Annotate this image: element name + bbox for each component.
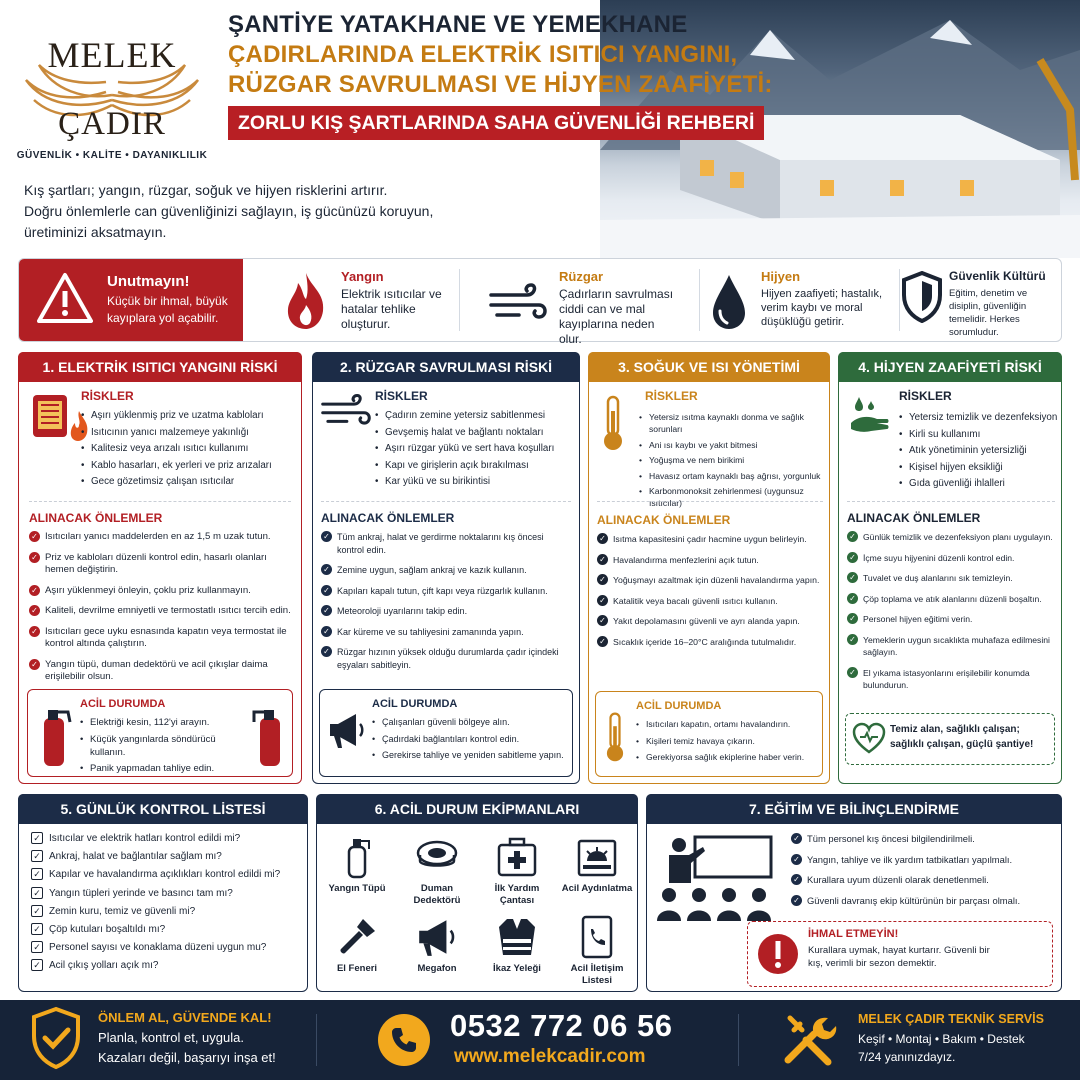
emergency-label: ACİL DURUMDA (636, 700, 722, 712)
header (0, 0, 1080, 258)
check-icon: ✓ (321, 585, 332, 596)
list-item: ✓ El yıkama istasyonlarını erişilebilir konumda bulundurun. (847, 667, 1057, 692)
divider (29, 501, 291, 502)
check-icon: ✓ (597, 554, 608, 565)
tools-icon (780, 1010, 838, 1068)
hygiene-slogan-box (845, 713, 1055, 765)
list-item: • Yetersiz ısıtma kaynaklı donma ve sağlık sorunları (639, 411, 827, 435)
wind-text: Çadırların savrulması ciddi can ve mal kayıplarına neden olur. (559, 287, 674, 346)
checkbox-checked-icon[interactable]: ✓ (31, 832, 43, 844)
panel-title: 2. RÜZGAR SAVRULMASI RİSKİ (312, 352, 580, 382)
alert-text: Kurallara uymak, hayat kurtarır. Güvenli bir kış, verimli bir sezon demektir. (808, 945, 990, 969)
culture-feature (901, 267, 1061, 338)
warning-text: Küçük bir ihmal, büyük kayıplara yol açabilir. (107, 294, 228, 325)
checkbox-checked-icon[interactable]: ✓ (31, 850, 43, 862)
risks-label: RİSKLER (375, 389, 428, 403)
checklist-item[interactable]: ✓ Kapılar ve havalandırma açıklıkları kontrol edildi mi? (31, 869, 303, 881)
hand-wash-icon (847, 393, 891, 437)
measures-list (321, 531, 573, 679)
emergency-box (27, 689, 293, 777)
thermometer-icon (602, 710, 628, 764)
alert-title: İHMAL ETMEYİN! (808, 928, 899, 940)
flame-icon (283, 271, 329, 331)
equipment-first-aid-kit: İlk Yardım Çantası (477, 835, 557, 907)
wind-icon (489, 283, 547, 323)
checklist-item[interactable]: ✓ Ankraj, halat ve bağlantılar sağlam mı? (31, 851, 303, 863)
list-item: • Aşırı yüklenmiş priz ve uzatma kabloları (81, 409, 295, 422)
list-item: • Gerekiyorsa sağlık ekiplerine haber verin. (636, 751, 820, 764)
footer-slogan-title: ÖNLEM AL, GÜVENDE KAL! (98, 1010, 272, 1025)
panel-title: 6. ACİL DURUM EKİPMANLARI (316, 794, 638, 824)
hygiene-slogan: Temiz alan, sağlıklı çalışan; sağlıklı çalışan, güçlü şantiye! (890, 724, 1034, 750)
warning-title: Unutmayın! (107, 273, 190, 290)
measures-list (29, 531, 293, 692)
checkbox-checked-icon[interactable]: ✓ (31, 905, 43, 917)
thermometer-icon (599, 393, 627, 453)
check-icon: ✓ (847, 593, 858, 604)
check-icon: ✓ (597, 636, 608, 647)
megaphone-icon (326, 710, 368, 750)
panel-title: 5. GÜNLÜK KONTROL LİSTESİ (18, 794, 308, 824)
list-item: ✓ Günlük temizlik ve dezenfeksiyon planı uygulayın. (847, 531, 1057, 544)
check-icon: ✓ (29, 585, 40, 596)
hygiene-title: Hijyen (761, 269, 801, 284)
intro-line3: üretiminizi aksatmayın. (24, 224, 167, 240)
risks-list (81, 409, 295, 492)
risks-label: RİSKLER (645, 389, 698, 403)
list-item: ✓ Kaliteli, devrilme emniyetli ve termostatlı ısıtıcı tercih edin. (29, 605, 293, 618)
wind-icon (321, 391, 371, 431)
risks-list (639, 411, 827, 513)
measures-label: ALINACAK ÖNLEMLER (847, 511, 981, 525)
panel-title: 7. EĞİTİM VE BİLİNÇLENDİRME (646, 794, 1062, 824)
list-item: ✓ Tuvalet ve duş alanlarını sık temizleyin. (847, 572, 1057, 585)
divider (597, 501, 823, 502)
list-item: • Panik yapmadan tahliye edin. (80, 762, 250, 775)
emergency-list (80, 716, 250, 779)
divider (847, 501, 1055, 502)
list-item: ✓ Kurallara uyum düzenli olarak denetlenmeli. (791, 874, 1053, 887)
check-icon: ✓ (321, 605, 332, 616)
safety-vest-icon (495, 915, 539, 959)
list-item: • Karbonmonoksit zehirlenmesi (uygunsuz ısıtıcılar) (639, 485, 827, 509)
wind-title: Rüzgar (559, 269, 604, 284)
check-icon: ✓ (29, 531, 40, 542)
list-item: ✓ Sıcaklık içeride 16–20°C aralığında tutulmalıdır. (597, 636, 825, 649)
list-item: • Isıtıcıları kapatın, ortamı havalandırın. (636, 718, 820, 731)
check-icon: ✓ (597, 574, 608, 585)
phone-number[interactable]: 0532 772 06 56 (450, 1008, 673, 1043)
list-item: • Ani ısı kaybı ve yakıt bitmesi (639, 439, 827, 451)
flashlight-icon (335, 915, 379, 959)
check-icon: ✓ (847, 531, 858, 542)
panel-daily-checklist (18, 794, 308, 992)
list-item: • Gıda güvenliği ihlalleri (899, 477, 1059, 490)
divider (321, 501, 571, 502)
divider (738, 1014, 739, 1066)
hygiene-text: Hijyen zaafiyeti; hastalık, verim kaybı ve moral düşüklüğü getirir. (761, 288, 883, 328)
list-item: ✓ Aşırı yüklenmeyi önleyin, çoklu priz kullanmayın. (29, 585, 293, 598)
list-item: ✓ Yemeklerin uygun sıcaklıkta muhafaza edilmesini sağlayın. (847, 634, 1057, 659)
heart-health-icon (852, 722, 886, 756)
phone-icon (390, 1026, 418, 1054)
list-item: • Kablo hasarları, ek yerleri ve priz arızaları (81, 459, 295, 472)
checklist-item[interactable]: ✓ Personel sayısı ve konaklama düzeni uygun mu? (31, 942, 303, 954)
measures-label: ALINACAK ÖNLEMLER (321, 511, 455, 525)
megaphone-icon (415, 915, 459, 959)
checklist-item[interactable]: ✓ Zemin kuru, temiz ve güvenli mi? (31, 906, 303, 918)
list-item: • Çadırdaki bağlantıları kontrol edin. (372, 733, 570, 746)
list-item: • Gece gözetimsiz çalışan ısıtıcılar (81, 475, 295, 488)
page-title (228, 10, 788, 140)
footer-slogan-line1: Planla, kontrol et, uygula. (98, 1030, 244, 1045)
first-aid-kit-icon (495, 835, 539, 879)
risks-list (375, 409, 575, 492)
wind-feature (489, 267, 689, 346)
fire-title: Yangın (341, 269, 384, 284)
brand-name-line1: MELEK (47, 35, 177, 75)
list-item: ✓ Kar küreme ve su tahliyesini zamanında yapın. (321, 626, 573, 639)
check-icon: ✓ (29, 659, 40, 670)
smoke-detector-icon (415, 835, 459, 879)
footer-slogan-line2: Kazaları değil, başarıyı inşa et! (98, 1050, 276, 1065)
phone-button[interactable] (378, 1014, 430, 1066)
check-icon: ✓ (321, 646, 332, 657)
equipment-contact-list: Acil İletişim Listesi (557, 915, 637, 987)
check-icon: ✓ (321, 564, 332, 575)
panel-wind (312, 352, 580, 784)
check-icon: ✓ (791, 895, 802, 906)
title-line1: ŞANTİYE YATAKHANE VE YEMEKHANE (228, 11, 688, 38)
fire-text: Elektrik ısıtıcılar ve hatalar tehlike oluşturur. (341, 287, 442, 331)
list-item: • Elektriği kesin, 112'yi arayın. (80, 716, 250, 729)
list-item: • Yoğuşma ve nem birikimi (639, 454, 827, 466)
list-item: ✓ Yangın, tahliye ve ilk yardım tatbikatları yapılmalı. (791, 854, 1053, 867)
panel-title: 4. HİJYEN ZAAFİYETİ RİSKİ (838, 352, 1062, 382)
service-title: MELEK ÇADIR TEKNİK SERVİS (858, 1012, 1044, 1026)
fire-extinguisher-icon (342, 835, 372, 879)
list-item: • Havasız ortam kaynaklı baş ağrısı, yorgunluk (639, 470, 827, 482)
warning-triangle-icon (37, 271, 93, 327)
equipment-megaphone: Megafon (397, 915, 477, 975)
list-item: ✓ Yoğuşmayı azaltmak için düzenli havalandırma yapın. (597, 574, 825, 587)
footer (0, 1000, 1080, 1080)
brand-logo (14, 10, 210, 166)
panel-hygiene (838, 352, 1062, 784)
emergency-light-icon (575, 835, 619, 879)
title-line2: ÇADIRLARINDA ELEKTRİK ISITICI YANGINI, (228, 41, 738, 68)
intro-text (24, 180, 584, 243)
checkbox-checked-icon[interactable]: ✓ (31, 868, 43, 880)
check-icon: ✓ (29, 605, 40, 616)
measures-list (597, 533, 825, 656)
panel-title: 3. SOĞUK VE ISI YÖNETİMİ (588, 352, 830, 382)
check-icon: ✓ (791, 833, 802, 844)
list-item: ✓ Havalandırma menfezlerini açık tutun. (597, 554, 825, 567)
check-icon: ✓ (847, 667, 858, 678)
alert-box (747, 921, 1053, 987)
list-item: • Küçük yangınlarda söndürücü kullanın. (80, 733, 250, 759)
fire-extinguisher-icon (36, 702, 72, 768)
check-icon: ✓ (847, 634, 858, 645)
divider (459, 269, 460, 331)
checklist-item[interactable]: ✓ Isıtıcılar ve elektrik hatları kontrol edildi mi? (31, 833, 303, 845)
website-link[interactable]: www.melekcadir.com (454, 1046, 646, 1067)
equipment-emergency-light: Acil Aydınlatma (557, 835, 637, 895)
check-icon: ✓ (321, 531, 332, 542)
service-line1: Keşif • Montaj • Bakım • Destek (858, 1032, 1025, 1046)
equipment-flashlight: El Feneri (317, 915, 397, 975)
panel-emergency-equipment (316, 794, 638, 992)
water-drop-icon (709, 271, 749, 331)
list-item: ✓ Isıtıcıları yanıcı maddelerden en az 1,5 m uzak tutun. (29, 531, 293, 544)
panel-title: 1. ELEKTRİK ISITICI YANGINI RİSKİ (18, 352, 302, 382)
list-item: ✓ Tüm ankraj, halat ve gerdirme noktalarını kış öncesi kontrol edin. (321, 531, 573, 556)
emergency-list (636, 718, 820, 768)
panel-cold (588, 352, 830, 784)
list-item: • Yetersiz temizlik ve dezenfeksiyon (899, 411, 1059, 424)
list-item: ✓ Priz ve kabloları düzenli kontrol edin, hasarlı olanları hemen değiştirin. (29, 552, 293, 577)
emergency-label: ACİL DURUMDA (372, 698, 458, 710)
checklist (31, 833, 303, 979)
check-icon: ✓ (847, 572, 858, 583)
list-item: • Kalitesiz veya arızalı ısıtıcı kullanımı (81, 442, 295, 455)
culture-text: Eğitim, denetim ve disiplin, güvenliğin temelidir. Herkes sorumludur. (949, 288, 1028, 338)
list-item: ✓ Isıtma kapasitesini çadır hacmine uygun belirleyin. (597, 533, 825, 546)
emergency-box (595, 691, 823, 777)
list-item: • Gevşemiş halat ve bağlantı noktaları (375, 426, 575, 439)
list-item: ✓ Yakıt depolamasını güvenli ve ayrı alanda yapın. (597, 615, 825, 628)
list-item: ✓ Personel hijyen eğitimi verin. (847, 613, 1057, 626)
warning-box (19, 259, 243, 341)
training-list (791, 833, 1053, 915)
panel-training (646, 794, 1062, 992)
check-icon: ✓ (847, 613, 858, 624)
list-item: • Aşırı rüzgar yükü ve sert hava koşulları (375, 442, 575, 455)
divider (316, 1014, 317, 1066)
check-icon: ✓ (321, 626, 332, 637)
phone-list-icon (575, 915, 619, 959)
list-item: ✓ Meteoroloji uyarılarını takip edin. (321, 605, 573, 618)
risks-list (899, 411, 1059, 494)
list-item: ✓ Zemine uygun, sağlam ankraj ve kazık kullanın. (321, 564, 573, 577)
risks-label: RİSKLER (81, 389, 134, 403)
check-icon: ✓ (29, 552, 40, 563)
fire-feature (283, 267, 463, 335)
subtitle-banner: ZORLU KIŞ ŞARTLARINDA SAHA GÜVENLİĞİ REHBERİ (228, 106, 764, 140)
checkbox-checked-icon[interactable]: ✓ (31, 959, 43, 971)
list-item: ✓ Kapıları kapalı tutun, çift kapı veya rüzgarlık kullanın. (321, 585, 573, 598)
measures-label: ALINACAK ÖNLEMLER (597, 513, 731, 527)
list-item: ✓ Tüm personel kış öncesi bilgilendirilmeli. (791, 833, 1053, 846)
emergency-list (372, 716, 570, 766)
shield-icon (901, 271, 943, 323)
list-item: • Kişileri temiz havaya çıkarın. (636, 735, 820, 748)
intro-line2: Doğru önlemlerle can güvenliğinizi sağlayın, iş gücünüzü koruyun, (24, 203, 434, 219)
list-item: ✓ Yangın tüpü, duman dedektörü ve acil çıkışlar daima erişilebilir olsun. (29, 659, 293, 684)
intro-line1: Kış şartları; yangın, rüzgar, soğuk ve hijyen risklerini artırır. (24, 182, 388, 198)
list-item: • Isıtıcının yanıcı malzemeye yakınlığı (81, 426, 295, 439)
list-item: ✓ Güvenli davranış ekip kültürünün bir parçası olmalı. (791, 895, 1053, 908)
key-risks-banner (18, 258, 1062, 346)
service-line2: 7/24 yanınızdayız. (858, 1050, 956, 1064)
measures-label: ALINACAK ÖNLEMLER (29, 511, 163, 525)
checklist-item[interactable]: ✓ Çöp kutuları boşaltıldı mı? (31, 924, 303, 936)
check-icon: ✓ (847, 552, 858, 563)
list-item: • Kirli su kullanımı (899, 428, 1059, 441)
checkbox-checked-icon[interactable]: ✓ (31, 941, 43, 953)
shield-check-icon (30, 1006, 82, 1070)
fire-extinguisher-icon (252, 702, 288, 768)
measures-list (847, 531, 1057, 700)
list-item: ✓ İçme suyu hijyenini düzenli kontrol edin. (847, 552, 1057, 565)
equipment-fire-extinguisher: Yangın Tüpü (317, 835, 397, 895)
list-item: • Gerekirse tahliye ve yeniden sabitleme yapın. (372, 749, 570, 762)
hygiene-feature (709, 267, 899, 335)
panel-electric-fire (18, 352, 302, 784)
training-classroom-icon (655, 833, 781, 923)
checklist-item[interactable]: ✓ Acil çıkış yolları açık mı? (31, 960, 303, 972)
divider (899, 269, 900, 331)
list-item: ✓ Isıtıcıları gece uyku esnasında kapatın veya termostat ile kontrol altında çalıştırın. (29, 626, 293, 651)
list-item: • Kar yükü ve su birikintisi (375, 475, 575, 488)
equipment-smoke-detector: Duman Dedektörü (397, 835, 477, 907)
check-icon: ✓ (791, 854, 802, 865)
culture-title: Güvenlik Kültürü (949, 269, 1046, 283)
check-icon: ✓ (29, 626, 40, 637)
checkbox-checked-icon[interactable]: ✓ (31, 887, 43, 899)
exclamation-icon (756, 932, 800, 976)
check-icon: ✓ (597, 595, 608, 606)
emergency-label: ACİL DURUMDA (80, 698, 166, 710)
list-item: • Çalışanları güvenli bölgeye alın. (372, 716, 570, 729)
check-icon: ✓ (597, 533, 608, 544)
brand-tagline: GÜVENLİK • KALİTE • DAYANIKLILIK (16, 150, 208, 161)
list-item: ✓ Katalitik veya bacalı güvenli ısıtıcı kullanın. (597, 595, 825, 608)
brand-name-line2: ÇADIR (58, 106, 166, 142)
list-item: ✓ Rüzgar hızının yüksek olduğu durumlarda çadır içindeki eşyaları sabitleyin. (321, 646, 573, 671)
check-icon: ✓ (597, 615, 608, 626)
check-icon: ✓ (791, 874, 802, 885)
list-item: • Kapı ve girişlerin açık bırakılması (375, 459, 575, 472)
list-item: • Kişisel hijyen eksikliği (899, 461, 1059, 474)
checklist-item[interactable]: ✓ Yangın tüpleri yerinde ve basıncı tam mı? (31, 888, 303, 900)
risks-label: RİSKLER (899, 389, 952, 403)
equipment-safety-vest: İkaz Yeleği (477, 915, 557, 975)
divider (699, 269, 700, 331)
title-line3: RÜZGAR SAVRULMASI VE HİJYEN ZAAFİYETİ: (228, 71, 773, 98)
emergency-box (319, 689, 573, 777)
list-item: • Çadırın zemine yetersiz sabitlenmesi (375, 409, 575, 422)
checkbox-checked-icon[interactable]: ✓ (31, 923, 43, 935)
list-item: ✓ Çöp toplama ve atık alanlarını düzenli boşaltın. (847, 593, 1057, 606)
list-item: • Atık yönetiminin yetersizliği (899, 444, 1059, 457)
